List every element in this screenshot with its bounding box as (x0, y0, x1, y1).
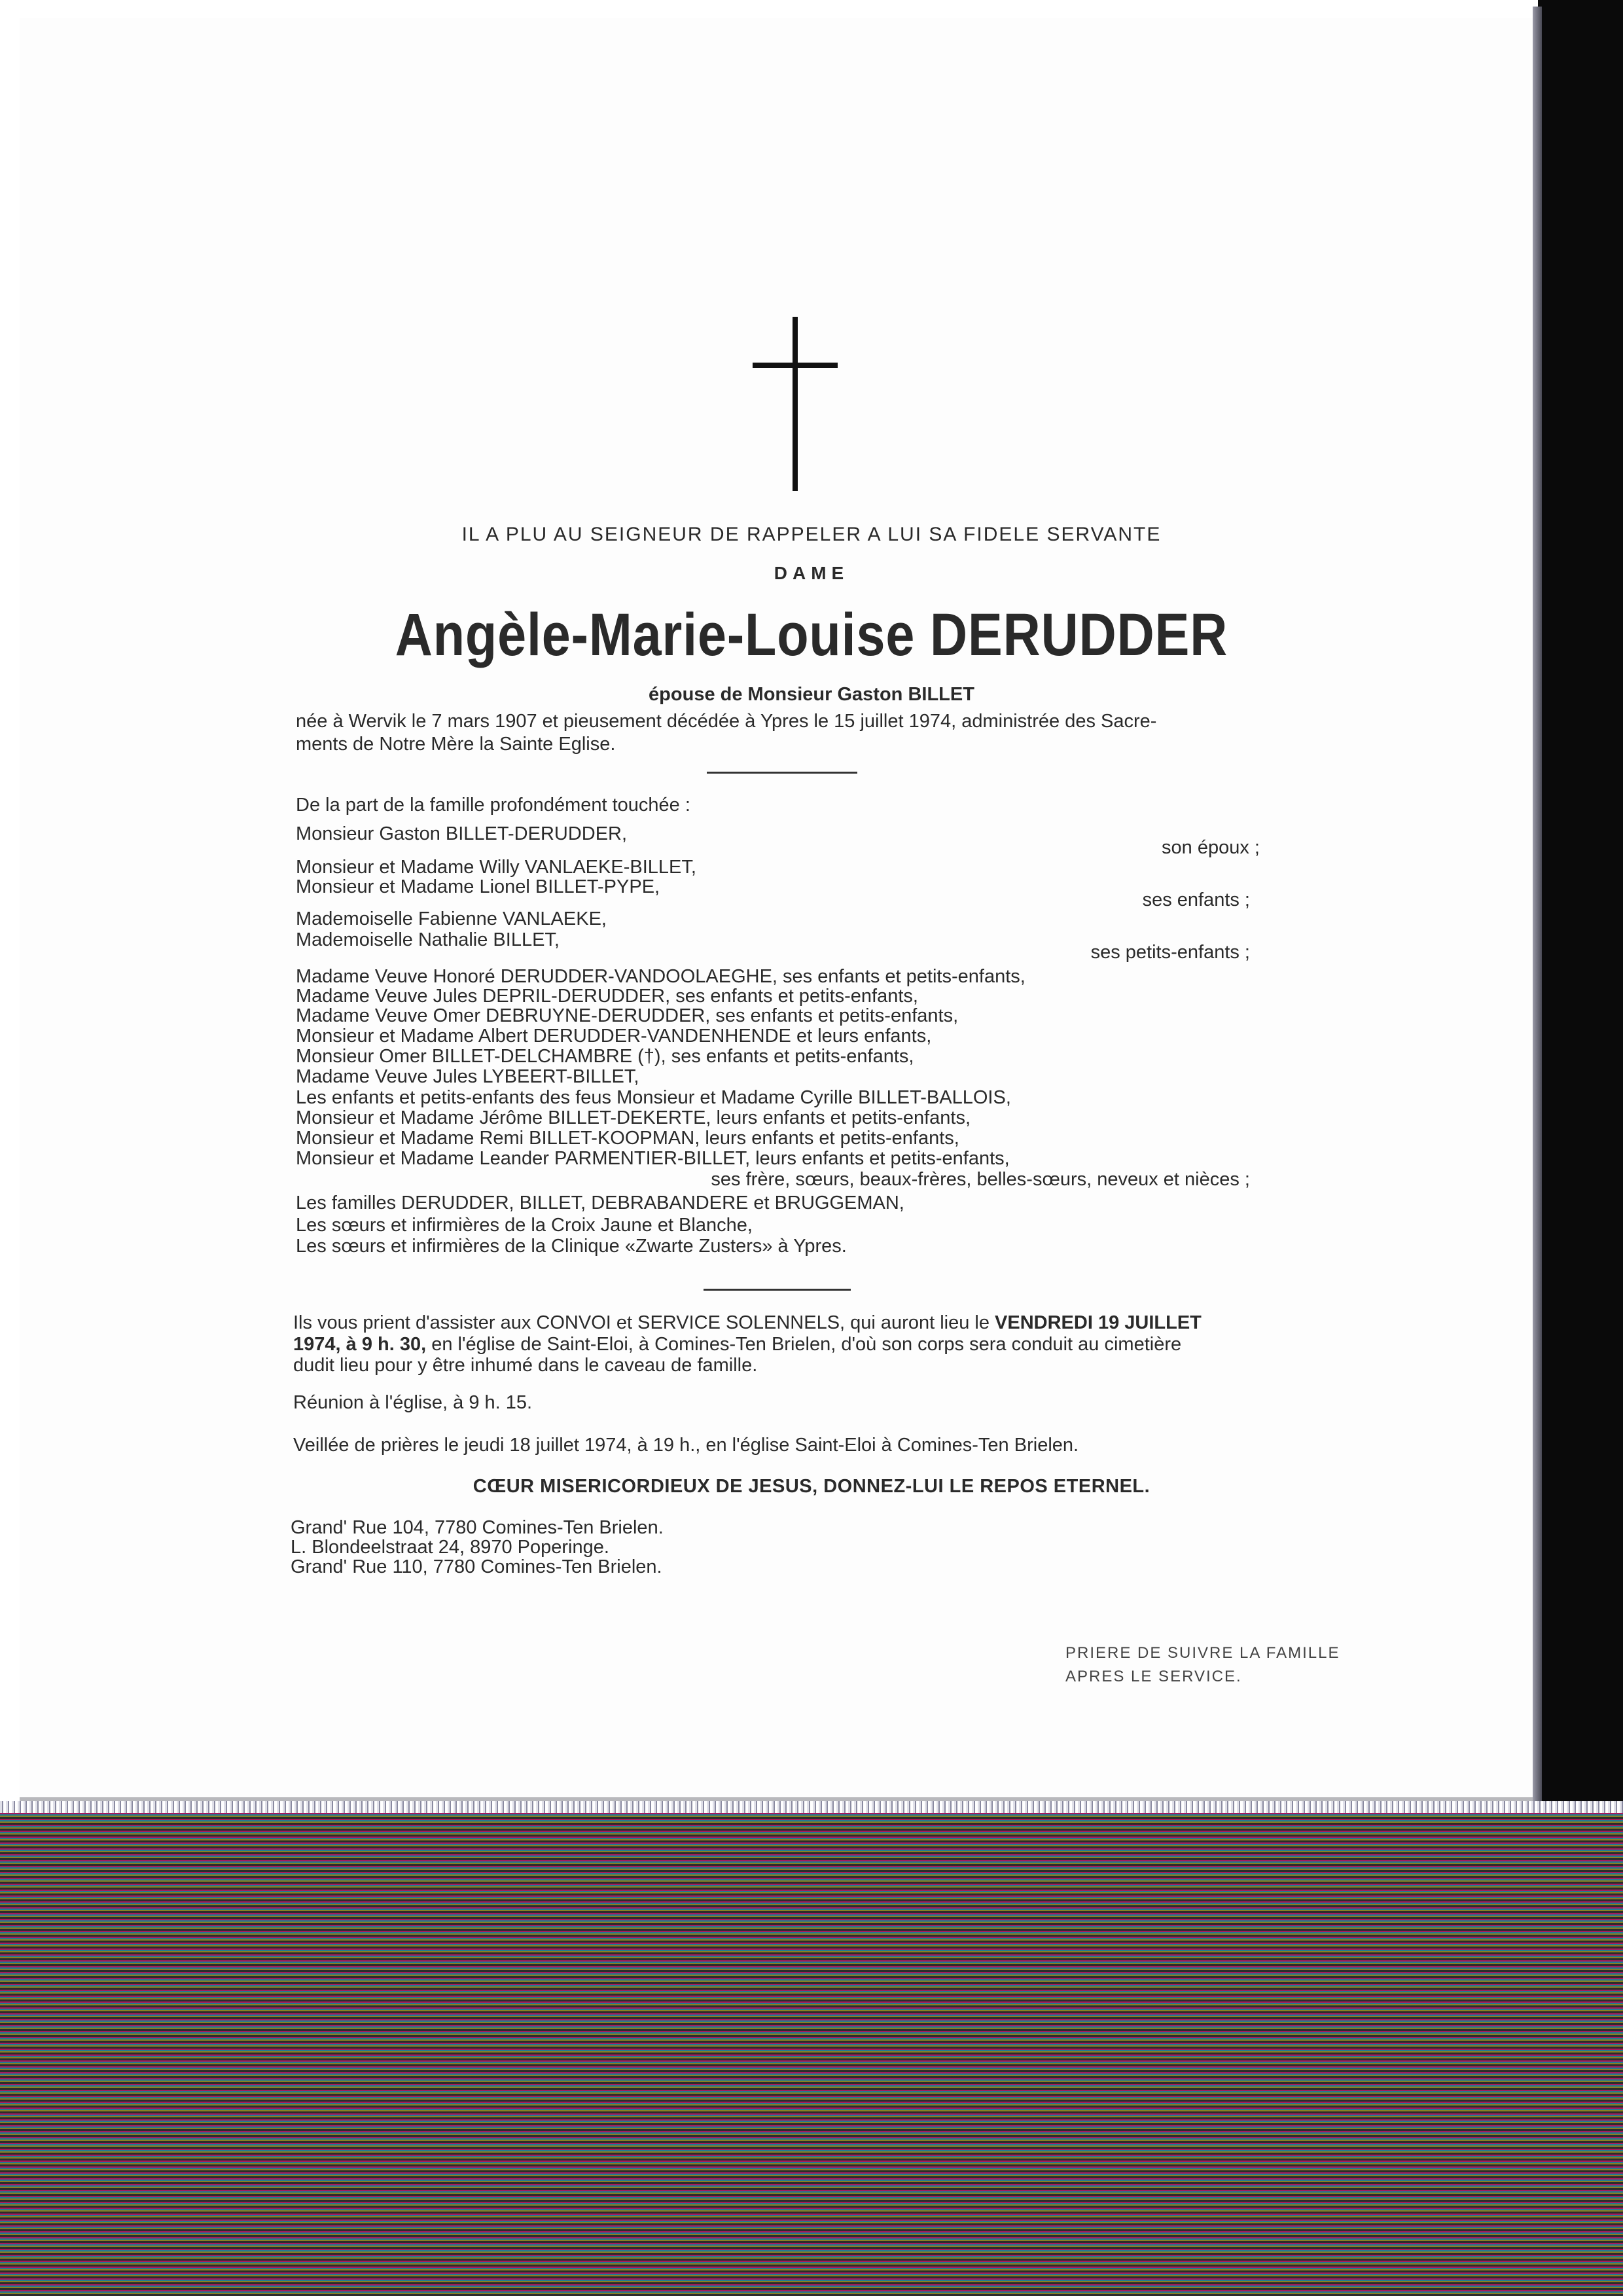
divider (704, 1289, 851, 1291)
divider (707, 772, 857, 774)
intro-line: IL A PLU AU SEIGNEUR DE RAPPELER A LUI SA FIDELE SERVANTE (461, 524, 1162, 545)
address-line: L. Blondeelstraat 24, 8970 Poperinge. (291, 1537, 609, 1558)
relative-line: Monsieur et Madame Albert DERUDDER-VANDENHENDE et leurs enfants, (296, 1026, 932, 1047)
service-line-3: dudit lieu pour y être inhumé dans le caveau de famille. (293, 1355, 758, 1376)
scan-border-dark (1538, 0, 1623, 1813)
notice-line-2: APRES LE SERVICE. (1065, 1668, 1242, 1685)
family-member: Mademoiselle Fabienne VANLAEKE, (296, 908, 607, 929)
title-prefix: DAME (774, 563, 849, 583)
notice-line-1: PRIERE DE SUIVRE LA FAMILLE (1065, 1644, 1340, 1662)
reunion-line: Réunion à l'église, à 9 h. 15. (293, 1392, 533, 1413)
relatives-relation: ses frère, sœurs, beaux-frères, belles-sœurs, neveux et nièces ; (711, 1169, 1250, 1190)
relative-line: Madame Veuve Omer DEBRUYNE-DERUDDER, ses enfants et petits-enfants, (296, 1005, 959, 1026)
relative-line: Monsieur et Madame Remi BILLET-KOOPMAN, leurs enfants et petits-enfants, (296, 1128, 959, 1149)
card-edge (1533, 7, 1542, 1806)
details-line-1: née à Wervik le 7 mars 1907 et pieusement décédée à Ypres le 15 juillet 1974, administrée des Sacre- (296, 711, 1157, 732)
family-heading: De la part de la famille profondément touchée : (296, 795, 690, 816)
obituary-card (20, 18, 1538, 1803)
scan-artifact-area (0, 1813, 1623, 2296)
relative-line: Madame Veuve Honoré DERUDDER-VANDOOLAEGHE, ses enfants et petits-enfants, (296, 966, 1026, 987)
details-line-2: ments de Notre Mère la Sainte Eglise. (296, 734, 616, 755)
address-line: Grand' Rue 104, 7780 Comines-Ten Brielen. (291, 1517, 664, 1538)
service-line-1: Ils vous prient d'assister aux CONVOI et SERVICE SOLENNELS, qui auront lieu le VENDREDI 19 JUILLET (293, 1312, 1202, 1333)
family-member: Monsieur Gaston BILLET-DERUDDER, (296, 823, 628, 844)
service-line-2: 1974, à 9 h. 30, en l'église de Saint-Eloi, à Comines-Ten Brielen, d'où son corps sera conduit au cimetière (293, 1334, 1182, 1355)
relative-line: Madame Veuve Jules LYBEERT-BILLET, (296, 1066, 639, 1087)
family-member: Monsieur et Madame Willy VANLAEKE-BILLET, (296, 857, 696, 878)
relative-line: Monsieur Omer BILLET-DELCHAMBRE (†), ses enfants et petits-enfants, (296, 1046, 914, 1067)
family-relation: ses enfants ; (1142, 889, 1250, 910)
other-line: Les sœurs et infirmières de la Clinique «Zwarte Zusters» à Ypres. (296, 1236, 847, 1257)
prayer-line: CŒUR MISERICORDIEUX DE JESUS, DONNEZ-LUI LE REPOS ETERNEL. (473, 1476, 1150, 1497)
family-relation: ses petits-enfants ; (1090, 942, 1250, 963)
relative-line: Les enfants et petits-enfants des feus Monsieur et Madame Cyrille BILLET-BALLOIS, (296, 1087, 1011, 1108)
address-line: Grand' Rue 110, 7780 Comines-Ten Brielen. (291, 1556, 662, 1577)
family-relation: son époux ; (1162, 837, 1260, 858)
family-member: Mademoiselle Nathalie BILLET, (296, 929, 560, 950)
relative-line: Monsieur et Madame Jérôme BILLET-DEKERTE, leurs enfants et petits-enfants, (296, 1107, 971, 1128)
other-line: Les familles DERUDDER, BILLET, DEBRABANDERE et BRUGGEMAN, (296, 1193, 904, 1213)
cross-icon (753, 317, 838, 491)
other-line: Les sœurs et infirmières de la Croix Jaune et Blanche, (296, 1215, 753, 1236)
vigil-line: Veillée de prières le jeudi 18 juillet 1974, à 19 h., en l'église Saint-Eloi à Comines-Ten Brielen. (293, 1435, 1079, 1456)
relative-line: Monsieur et Madame Leander PARMENTIER-BILLET, leurs enfants et petits-enfants, (296, 1148, 1010, 1169)
spouse-line: épouse de Monsieur Gaston BILLET (649, 684, 974, 705)
family-member: Monsieur et Madame Lionel BILLET-PYPE, (296, 876, 660, 897)
relative-line: Madame Veuve Jules DEPRIL-DERUDDER, ses enfants et petits-enfants, (296, 986, 918, 1007)
deceased-name: Angèle-Marie-Louise DERUDDER (395, 601, 1228, 668)
